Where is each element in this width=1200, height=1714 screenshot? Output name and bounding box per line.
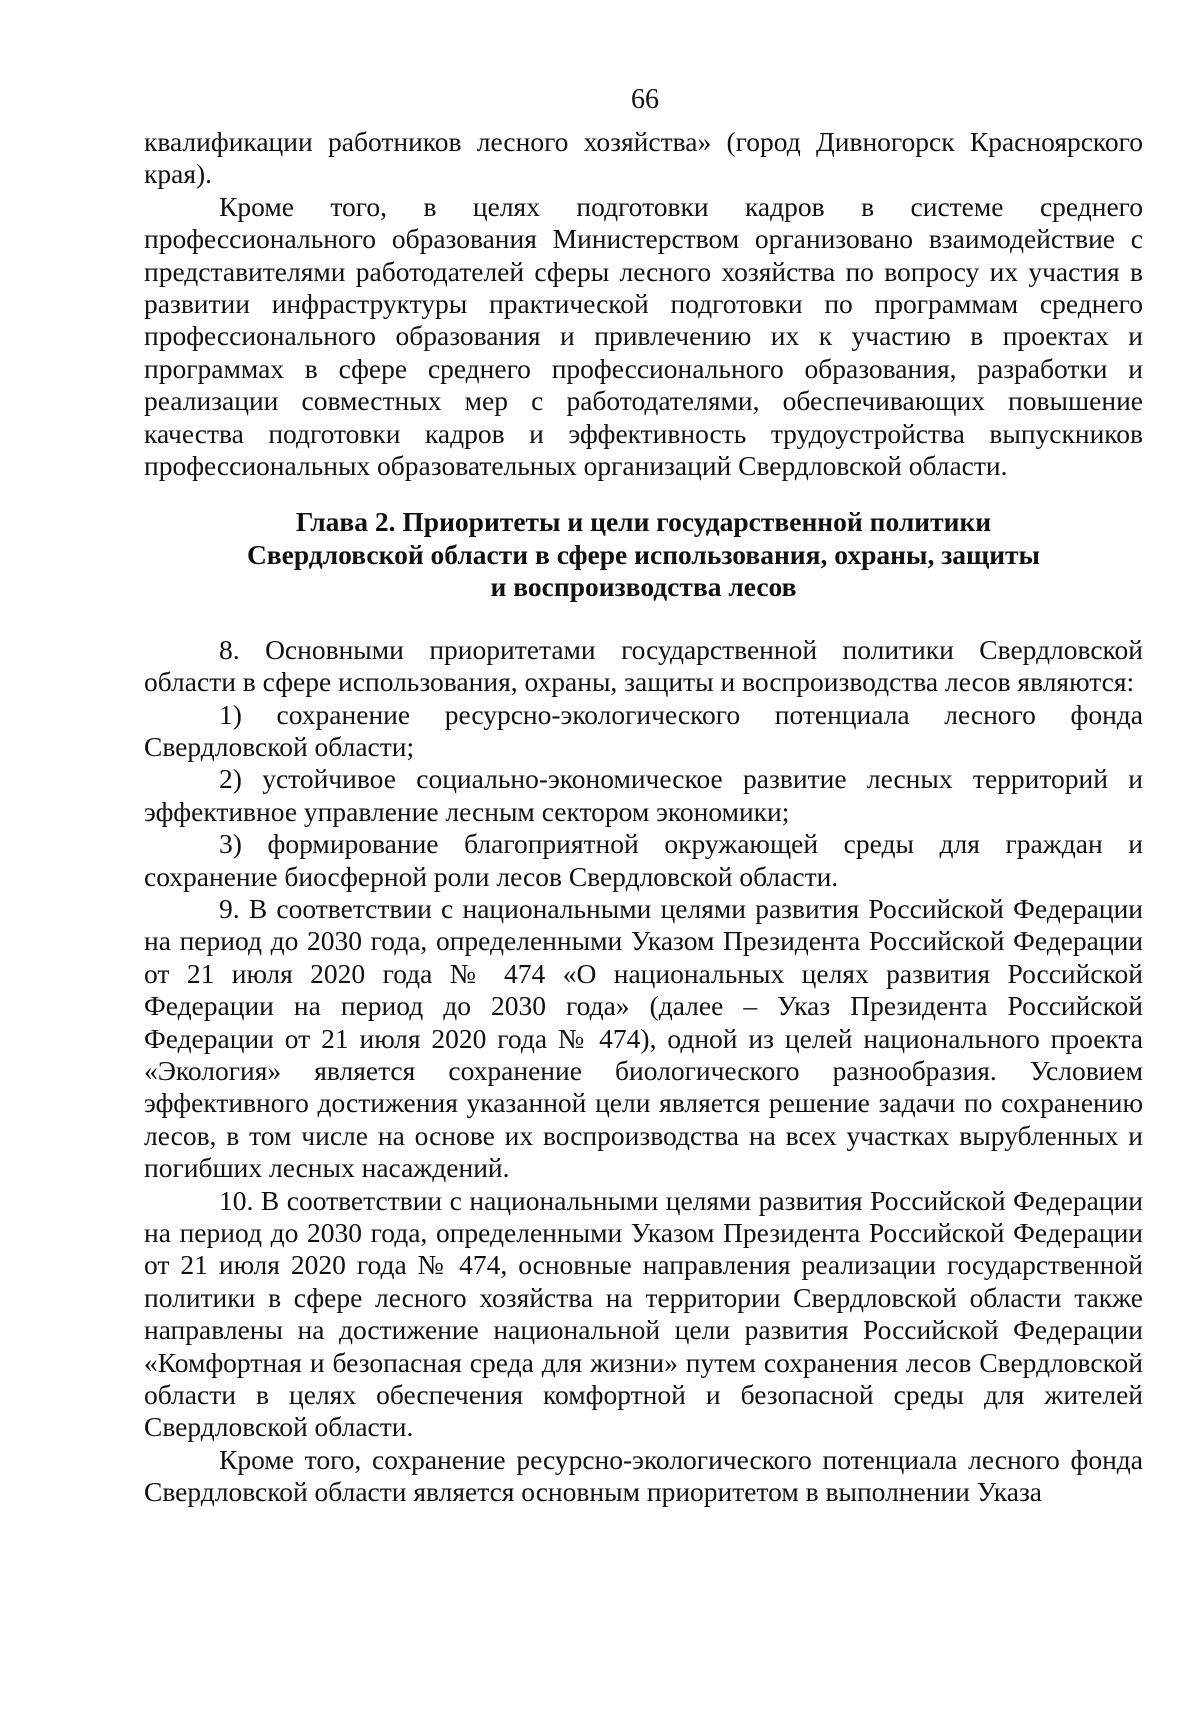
chapter-heading	[144, 506, 1143, 603]
list-item: 3) формирование благоприятной окружающей среды для граждан и сохранение биосферной роли лесов Свердловской области.	[144, 828, 1143, 892]
paragraph-item-9: 9. В соответствии с национальными целями развития Российской Федерации на период до 2030 года, определенными Указом Президента Российской Федерации от 21 июля 2020 года № 474 «О национальных целях развития Российской Федерации на период до 2030 года» (далее – Указ Президента Российской Федерации от 21 июля 2020 года № 474), одной из целей национального проекта «Экология» является сохранение биологического разнообразия. Условием эффективного достижения указанной цели является решение задачи по сохранению лесов, в том числе на основе их воспроизводства на всех участках вырубленных и погибших лесных насаждений.	[144, 892, 1143, 1184]
paragraph: Кроме того, в целях подготовки кадров в системе среднего профессионального образования Министерством организовано взаимодействие с представителями работодателей сферы лесного хозяйства по вопросу их участия в развитии инфраструктуры практической подготовки по программам среднего профессионального образования и привлечению их к участию в проектах и программах в сфере среднего профессионального образования, разработки и реализации совместных мер с работодателями, обеспечивающих повышение качества подготовки кадров и эффективность трудоустройства выпускников профессиональных образовательных организаций Свердловской области.	[144, 190, 1143, 482]
chapter-heading-line: Глава 2. Приоритеты и цели государственной политики	[295, 506, 992, 538]
paragraph-item-10: 10. В соответствии с национальными целями развития Российской Федерации на период до 2030 года, определенными Указом Президента Российской Федерации от 21 июля 2020 года № 474, основные направления реализации государственной политики в сфере лесного хозяйства на территории Свердловской области также направлены на достижение национальной цели развития Российской Федерации «Комфортная и безопасная среда для жизни» путем сохранения лесов Свердловской области в целях обеспечения комфортной и безопасной среды для жителей Свердловской области.	[144, 1184, 1143, 1443]
paragraph-continuation: квалификации работников лесного хозяйства» (город Дивногорск Красноярского края).	[144, 126, 1143, 190]
document-body	[144, 126, 1143, 1509]
list-item: 2) устойчивое социально-экономическое развитие лесных территорий и эффективное управление лесным сектором экономики;	[144, 763, 1143, 827]
paragraph-item-8: 8. Основными приоритетами государственной политики Свердловской области в сфере использования, охраны, защиты и воспроизводства лесов являются:	[144, 633, 1143, 698]
chapter-heading-line: и воспроизводства лесов	[490, 571, 797, 603]
list-item: 1) сохранение ресурсно-экологического потенциала лесного фонда Свердловской области;	[144, 698, 1143, 762]
page-number: 66	[631, 84, 659, 115]
paragraph: Кроме того, сохранение ресурсно-экологического потенциала лесного фонда Свердловской области является основным приоритетом в выполнении Указа	[144, 1443, 1143, 1508]
chapter-heading-line: Свердловской области в сфере использования, охраны, защиты	[246, 538, 1041, 570]
